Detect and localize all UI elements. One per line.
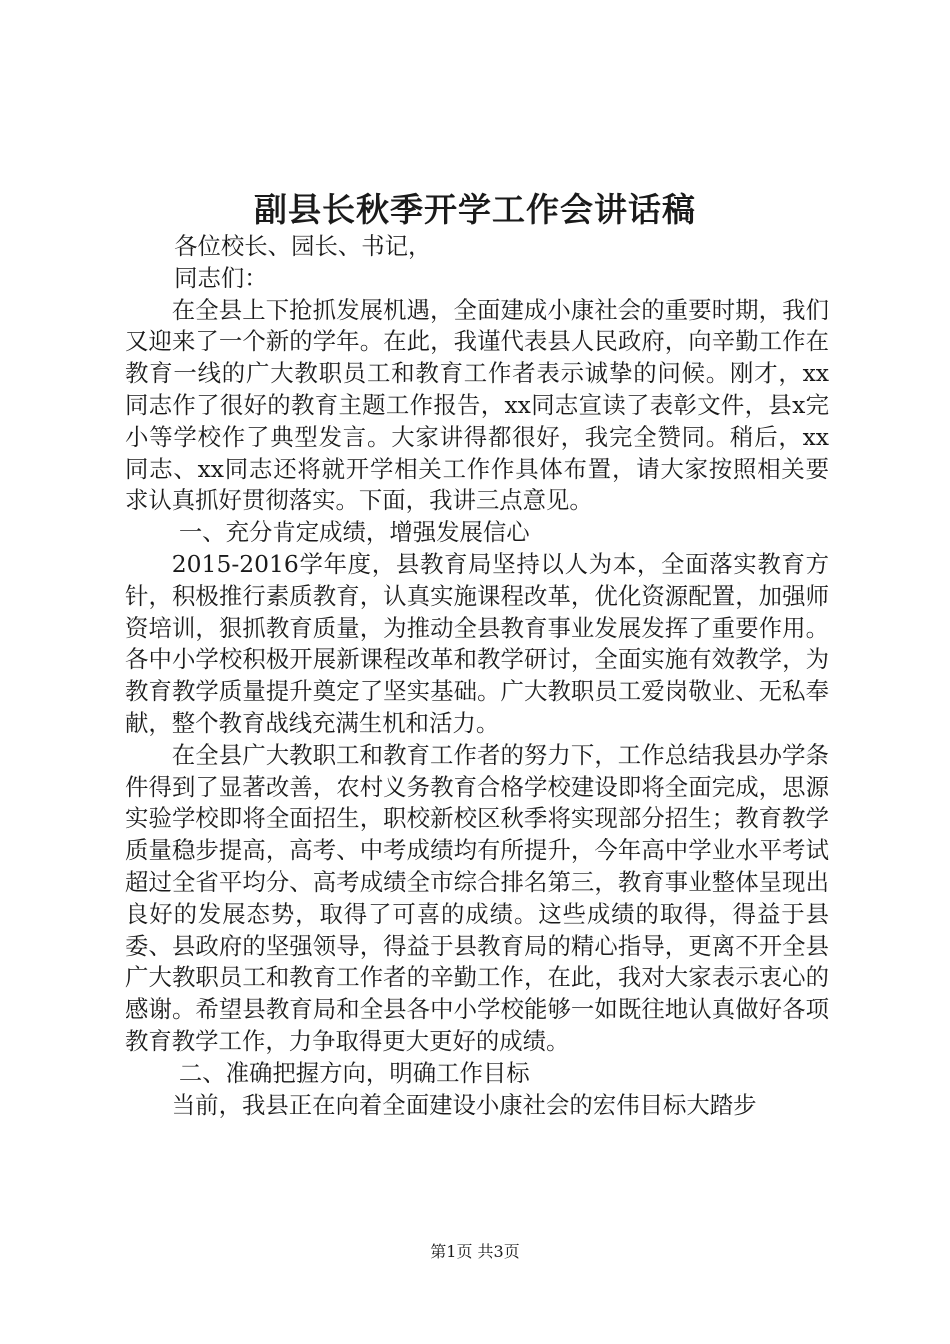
body-paragraph: 2015-2016学年度，县教育局坚持以人为本，全面落实教育方针，积极推行素质教育，认真实施课程改革，优化资源配置，加强师资培训，狠抓教育质量，为推动全县教育事业发展发挥了重要作用。各中小学校积极开展新课程改革和教学研讨，全面实施有效教学，为教育教学质量提升奠定了坚实基础。广大教职员工爱岗敬业、无私奉献，整个教育战线充满生机和活力。 — [125, 549, 829, 737]
document-title: 副县长秋季开学工作会讲话稿 — [254, 190, 696, 229]
document-body — [125, 231, 829, 1121]
section-heading: 二、准确把握方向，明确工作目标 — [178, 1058, 530, 1087]
body-paragraph: 当前，我县正在向着全面建设小康社会的宏伟目标大踏步 — [171, 1090, 757, 1119]
body-paragraph: 在全县广大教职工和教育工作者的努力下，工作总结我县办学条件得到了显著改善，农村义务教育合格学校建设即将全面完成，思源实验学校即将全面招生，职校新校区秋季将实现部分招生；教育教学质量稳步提高，高考、中考成绩均有所提升，今年高中学业水平考试超过全省平均分、高考成绩全市综合排名第三，教育事业整体呈现出良好的发展态势，取得了可喜的成绩。这些成绩的取得，得益于县委、县政府的坚强领导，得益于县教育局的精心指导，更离不开全县广大教职员工和教育工作者的辛勤工作，在此，我对大家表示衷心的感谢。希望县教育局和全县各中小学校能够一如既往地认真做好各项教育教学工作，力争取得更大更好的成绩。 — [125, 740, 829, 1055]
salutation-line: 同志们： — [174, 263, 268, 292]
page-footer: 第1页 共3页 — [430, 1242, 520, 1261]
body-paragraph: 在全县上下抢抓发展机遇，全面建成小康社会的重要时期，我们又迎来了一个新的学年。在此，我谨代表县人民政府，向辛勤工作在教育一线的广大教职员工和教育工作者表示诚挚的问候。刚才，xx同志作了很好的教育主题工作报告，xx同志宣读了表彰文件，县x完小等学校作了典型发言。大家讲得都很好，我完全赞同。稍后，xx同志、xx同志还将就开学相关工作作具体布置，请大家按照相关要求认真抓好贯彻落实。下面，我讲三点意见。 — [125, 295, 829, 515]
section-heading: 一、充分肯定成绩，增强发展信心 — [178, 518, 530, 547]
salutation-line: 各位校长、园长、书记， — [174, 232, 432, 260]
